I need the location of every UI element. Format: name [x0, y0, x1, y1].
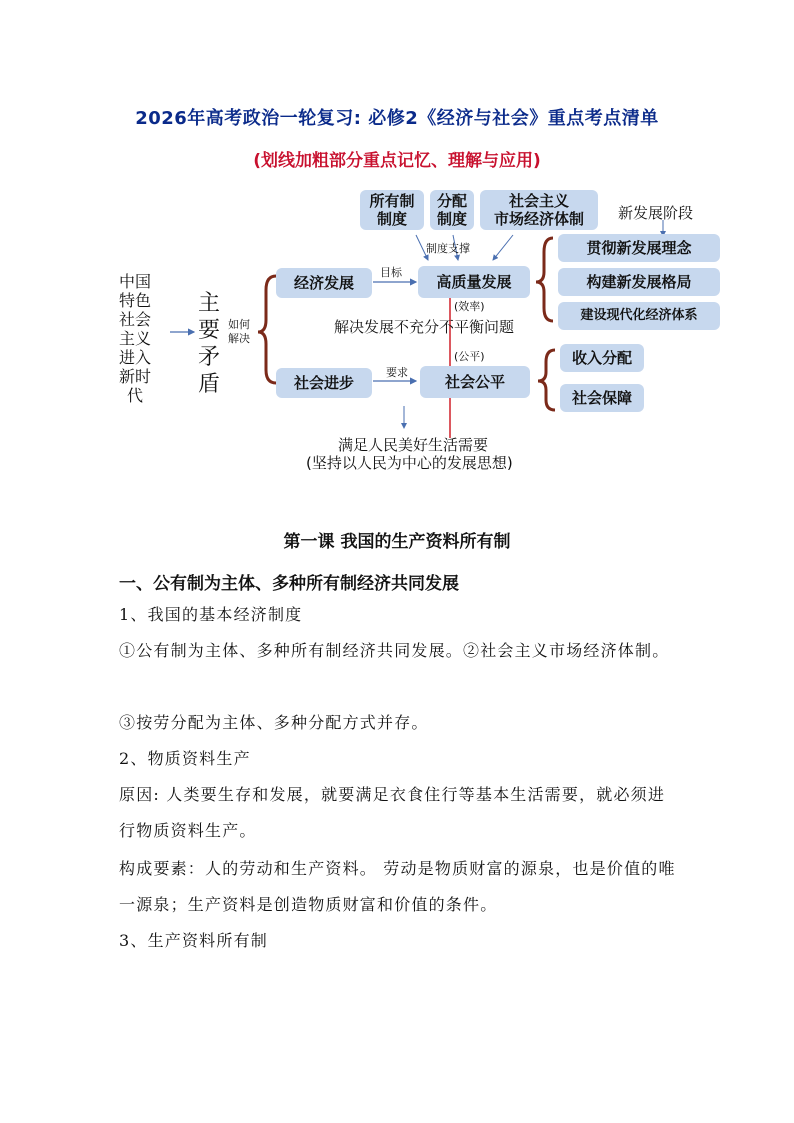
social-fairness-box: 社会公平 [420, 366, 530, 398]
income-distribution-box: 收入分配 [560, 344, 644, 372]
paragraph-6: 构成要素：人的劳动和生产资料。 劳动是物质财富的源泉，也是价值的唯一源泉；生产资料是创造物质财富和价值的条件。 [119, 859, 676, 914]
fairness-label: (公平) [454, 350, 485, 363]
main-contradiction-text: 主 要 矛 盾 [197, 291, 220, 397]
require-label: 要求 [386, 366, 408, 379]
paragraph-1: 1、我国的基本经济制度 [119, 605, 303, 624]
economic-development-box: 经济发展 [276, 268, 372, 298]
paragraph-2: ①公有制为主体、多种所有制经济共同发展。②社会主义市场经济体制。 [119, 641, 670, 660]
solve-problem-text: 解决发展不充分不平衡问题 [334, 318, 515, 336]
paragraph-5: 原因: 人类要生存和发展，就要满足衣食住行等基本生活需要，就必须进行物质资料生产。 [119, 785, 666, 840]
market-economy-box: 社会主义 市场经济体制 [480, 190, 598, 230]
bottom-line-2: (坚持以人民为中心的发展思想) [306, 454, 513, 472]
section-heading: 一、公有制为主体、多种所有制经济共同发展 [119, 574, 459, 594]
system-support-label: 制度支撑 [426, 242, 470, 255]
new-development-pattern-box: 构建新发展格局 [558, 268, 720, 296]
high-quality-development-box: 高质量发展 [418, 266, 530, 298]
paragraph-4: 2、物质资料生产 [119, 749, 251, 768]
left-vertical-text: 中国 特色 社会 主义 进入 新时 代 [118, 272, 151, 405]
modern-economic-system-box: 建设现代化经济体系 [558, 302, 720, 330]
paragraph-7: 3、生产资料所有制 [119, 931, 268, 950]
how-solve-label: 如何 解决 [228, 318, 250, 345]
efficiency-label: (效率) [454, 300, 485, 313]
new-development-concept-box: 贯彻新发展理念 [558, 234, 720, 262]
lesson-heading: 第一课 我国的生产资料所有制 [283, 532, 511, 552]
concept-diagram [118, 180, 724, 480]
ownership-system-box: 所有制 制度 [360, 190, 424, 230]
social-progress-box: 社会进步 [276, 368, 372, 398]
page-subtitle: (划线加粗部分重点记忆、理解与应用) [253, 151, 541, 171]
paragraph-3: ③按劳分配为主体、多种分配方式并存。 [119, 713, 429, 732]
target-label: 目标 [380, 266, 402, 279]
new-stage-label: 新发展阶段 [618, 204, 694, 222]
social-security-box: 社会保障 [560, 384, 644, 412]
distribution-system-box: 分配 制度 [430, 190, 474, 230]
page-title: 2026年高考政治一轮复习: 必修2《经济与社会》重点考点清单 [135, 108, 659, 129]
bottom-line-1: 满足人民美好生活需要 [338, 436, 489, 454]
